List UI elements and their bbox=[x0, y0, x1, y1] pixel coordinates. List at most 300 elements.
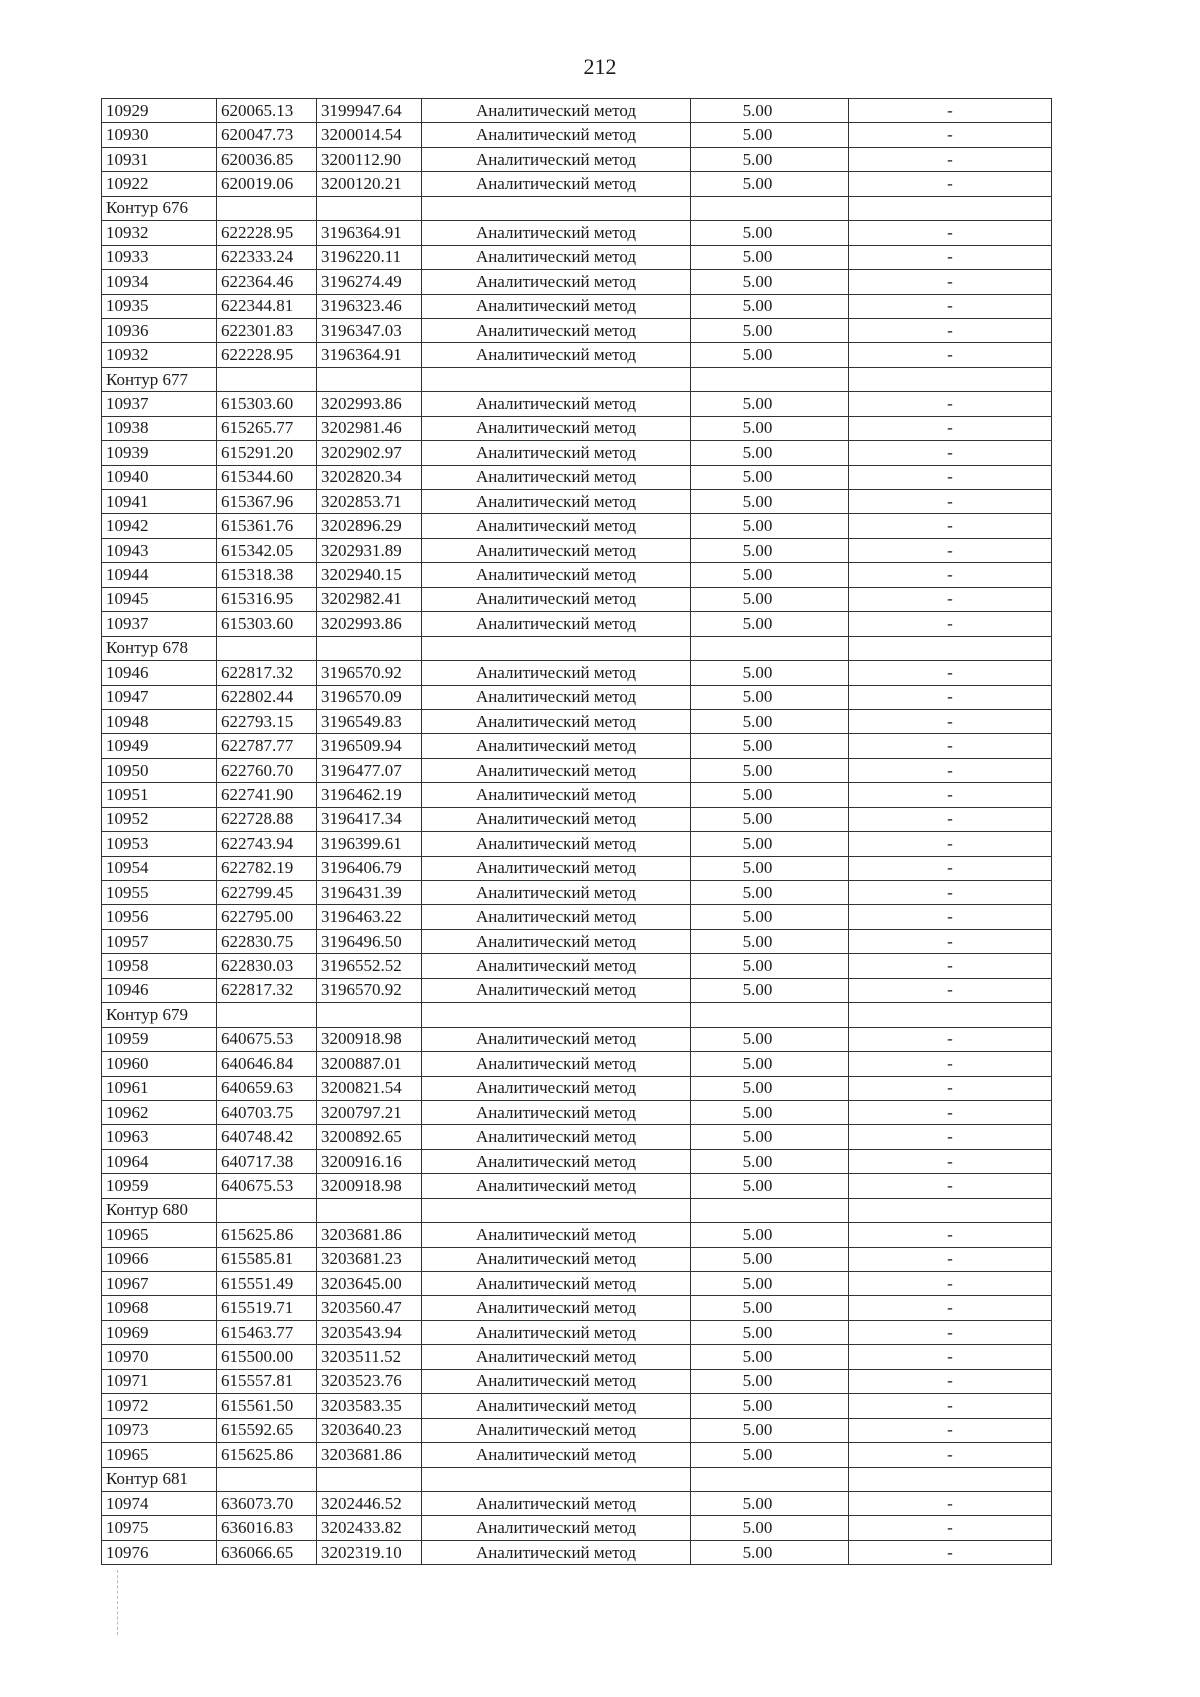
precision-cell: 5.00 bbox=[691, 490, 849, 514]
x-coordinate-cell: 636066.65 bbox=[217, 1540, 317, 1564]
x-coordinate-cell: 622741.90 bbox=[217, 783, 317, 807]
x-coordinate-cell: 622228.95 bbox=[217, 343, 317, 367]
x-coordinate-cell: 640703.75 bbox=[217, 1100, 317, 1124]
precision-cell: 5.00 bbox=[691, 465, 849, 489]
table-row bbox=[102, 587, 1052, 611]
table-row bbox=[102, 1320, 1052, 1344]
dash-cell: - bbox=[849, 1100, 1052, 1124]
precision-cell: 5.00 bbox=[691, 1296, 849, 1320]
point-id-cell: 10936 bbox=[102, 318, 217, 342]
method-cell: Аналитический метод bbox=[422, 1027, 691, 1051]
x-coordinate-cell: 622830.75 bbox=[217, 929, 317, 953]
empty-cell bbox=[217, 196, 317, 220]
point-id-cell: 10946 bbox=[102, 661, 217, 685]
point-id-cell: 10946 bbox=[102, 978, 217, 1002]
point-id-cell: 10932 bbox=[102, 221, 217, 245]
dash-cell: - bbox=[849, 1174, 1052, 1198]
method-cell: Аналитический метод bbox=[422, 734, 691, 758]
empty-cell bbox=[849, 636, 1052, 660]
y-coordinate-cell: 3196347.03 bbox=[317, 318, 422, 342]
precision-cell: 5.00 bbox=[691, 758, 849, 782]
precision-cell: 5.00 bbox=[691, 905, 849, 929]
table-row bbox=[102, 832, 1052, 856]
table-row bbox=[102, 1491, 1052, 1515]
table-row bbox=[102, 465, 1052, 489]
dash-cell: - bbox=[849, 807, 1052, 831]
x-coordinate-cell: 620036.85 bbox=[217, 147, 317, 171]
table-row bbox=[102, 245, 1052, 269]
precision-cell: 5.00 bbox=[691, 392, 849, 416]
y-coordinate-cell: 3196570.92 bbox=[317, 978, 422, 1002]
table-row bbox=[102, 416, 1052, 440]
table-row bbox=[102, 1443, 1052, 1467]
x-coordinate-cell: 622728.88 bbox=[217, 807, 317, 831]
precision-cell: 5.00 bbox=[691, 929, 849, 953]
method-cell: Аналитический метод bbox=[422, 1100, 691, 1124]
dash-cell: - bbox=[849, 783, 1052, 807]
dash-cell: - bbox=[849, 465, 1052, 489]
y-coordinate-cell: 3203583.35 bbox=[317, 1394, 422, 1418]
y-coordinate-cell: 3203543.94 bbox=[317, 1320, 422, 1344]
precision-cell: 5.00 bbox=[691, 1345, 849, 1369]
x-coordinate-cell: 622333.24 bbox=[217, 245, 317, 269]
table-row bbox=[102, 1223, 1052, 1247]
empty-cell bbox=[849, 1003, 1052, 1027]
precision-cell: 5.00 bbox=[691, 416, 849, 440]
x-coordinate-cell: 622301.83 bbox=[217, 318, 317, 342]
y-coordinate-cell: 3200014.54 bbox=[317, 123, 422, 147]
dash-cell: - bbox=[849, 832, 1052, 856]
table-row bbox=[102, 99, 1052, 123]
point-id-cell: 10948 bbox=[102, 709, 217, 733]
table-row bbox=[102, 1174, 1052, 1198]
point-id-cell: 10976 bbox=[102, 1540, 217, 1564]
dash-cell: - bbox=[849, 685, 1052, 709]
precision-cell: 5.00 bbox=[691, 734, 849, 758]
scan-artifact-line bbox=[117, 1570, 119, 1635]
table-row bbox=[102, 978, 1052, 1002]
y-coordinate-cell: 3196274.49 bbox=[317, 270, 422, 294]
point-id-cell: 10971 bbox=[102, 1369, 217, 1393]
y-coordinate-cell: 3196463.22 bbox=[317, 905, 422, 929]
dash-cell: - bbox=[849, 587, 1052, 611]
dash-cell: - bbox=[849, 318, 1052, 342]
coordinates-table bbox=[101, 98, 1052, 1565]
empty-cell bbox=[691, 1467, 849, 1491]
method-cell: Аналитический метод bbox=[422, 318, 691, 342]
x-coordinate-cell: 636016.83 bbox=[217, 1516, 317, 1540]
table-row bbox=[102, 1125, 1052, 1149]
x-coordinate-cell: 640659.63 bbox=[217, 1076, 317, 1100]
y-coordinate-cell: 3200112.90 bbox=[317, 147, 422, 171]
dash-cell: - bbox=[849, 1125, 1052, 1149]
precision-cell: 5.00 bbox=[691, 99, 849, 123]
precision-cell: 5.00 bbox=[691, 1076, 849, 1100]
dash-cell: - bbox=[849, 734, 1052, 758]
x-coordinate-cell: 615342.05 bbox=[217, 538, 317, 562]
method-cell: Аналитический метод bbox=[422, 929, 691, 953]
dash-cell: - bbox=[849, 99, 1052, 123]
table-row bbox=[102, 318, 1052, 342]
y-coordinate-cell: 3202433.82 bbox=[317, 1516, 422, 1540]
point-id-cell: 10953 bbox=[102, 832, 217, 856]
point-id-cell: 10941 bbox=[102, 490, 217, 514]
dash-cell: - bbox=[849, 1443, 1052, 1467]
x-coordinate-cell: 615316.95 bbox=[217, 587, 317, 611]
x-coordinate-cell: 615265.77 bbox=[217, 416, 317, 440]
dash-cell: - bbox=[849, 1223, 1052, 1247]
dash-cell: - bbox=[849, 538, 1052, 562]
y-coordinate-cell: 3200892.65 bbox=[317, 1125, 422, 1149]
y-coordinate-cell: 3203560.47 bbox=[317, 1296, 422, 1320]
y-coordinate-cell: 3200918.98 bbox=[317, 1027, 422, 1051]
point-id-cell: 10969 bbox=[102, 1320, 217, 1344]
table-row bbox=[102, 1540, 1052, 1564]
y-coordinate-cell: 3203640.23 bbox=[317, 1418, 422, 1442]
x-coordinate-cell: 615625.86 bbox=[217, 1443, 317, 1467]
y-coordinate-cell: 3202319.10 bbox=[317, 1540, 422, 1564]
dash-cell: - bbox=[849, 514, 1052, 538]
y-coordinate-cell: 3196570.09 bbox=[317, 685, 422, 709]
empty-cell bbox=[849, 367, 1052, 391]
precision-cell: 5.00 bbox=[691, 441, 849, 465]
method-cell: Аналитический метод bbox=[422, 1369, 691, 1393]
table-row bbox=[102, 734, 1052, 758]
precision-cell: 5.00 bbox=[691, 881, 849, 905]
method-cell: Аналитический метод bbox=[422, 1125, 691, 1149]
x-coordinate-cell: 622817.32 bbox=[217, 978, 317, 1002]
table-row bbox=[102, 1394, 1052, 1418]
y-coordinate-cell: 3196509.94 bbox=[317, 734, 422, 758]
x-coordinate-cell: 615625.86 bbox=[217, 1223, 317, 1247]
empty-cell bbox=[317, 1198, 422, 1222]
empty-cell bbox=[691, 196, 849, 220]
method-cell: Аналитический метод bbox=[422, 661, 691, 685]
precision-cell: 5.00 bbox=[691, 587, 849, 611]
method-cell: Аналитический метод bbox=[422, 856, 691, 880]
y-coordinate-cell: 3203523.76 bbox=[317, 1369, 422, 1393]
y-coordinate-cell: 3200887.01 bbox=[317, 1052, 422, 1076]
precision-cell: 5.00 bbox=[691, 1540, 849, 1564]
point-id-cell: 10954 bbox=[102, 856, 217, 880]
precision-cell: 5.00 bbox=[691, 343, 849, 367]
y-coordinate-cell: 3200918.98 bbox=[317, 1174, 422, 1198]
table-row bbox=[102, 1272, 1052, 1296]
x-coordinate-cell: 615519.71 bbox=[217, 1296, 317, 1320]
dash-cell: - bbox=[849, 1345, 1052, 1369]
dash-cell: - bbox=[849, 978, 1052, 1002]
empty-cell bbox=[422, 367, 691, 391]
contour-header-row bbox=[102, 196, 1052, 220]
y-coordinate-cell: 3202993.86 bbox=[317, 392, 422, 416]
dash-cell: - bbox=[849, 490, 1052, 514]
precision-cell: 5.00 bbox=[691, 318, 849, 342]
table-row bbox=[102, 270, 1052, 294]
dash-cell: - bbox=[849, 270, 1052, 294]
point-id-cell: 10959 bbox=[102, 1027, 217, 1051]
method-cell: Аналитический метод bbox=[422, 1345, 691, 1369]
y-coordinate-cell: 3202940.15 bbox=[317, 563, 422, 587]
x-coordinate-cell: 622743.94 bbox=[217, 832, 317, 856]
table-row bbox=[102, 392, 1052, 416]
precision-cell: 5.00 bbox=[691, 294, 849, 318]
x-coordinate-cell: 615344.60 bbox=[217, 465, 317, 489]
y-coordinate-cell: 3202931.89 bbox=[317, 538, 422, 562]
y-coordinate-cell: 3196552.52 bbox=[317, 954, 422, 978]
precision-cell: 5.00 bbox=[691, 172, 849, 196]
x-coordinate-cell: 615500.00 bbox=[217, 1345, 317, 1369]
dash-cell: - bbox=[849, 1320, 1052, 1344]
empty-cell bbox=[317, 636, 422, 660]
table-row bbox=[102, 490, 1052, 514]
x-coordinate-cell: 615585.81 bbox=[217, 1247, 317, 1271]
precision-cell: 5.00 bbox=[691, 1516, 849, 1540]
empty-cell bbox=[317, 367, 422, 391]
coordinates-table-body bbox=[102, 99, 1052, 1565]
empty-cell bbox=[691, 367, 849, 391]
method-cell: Аналитический метод bbox=[422, 123, 691, 147]
point-id-cell: 10967 bbox=[102, 1272, 217, 1296]
dash-cell: - bbox=[849, 612, 1052, 636]
table-row bbox=[102, 1369, 1052, 1393]
table-row bbox=[102, 1100, 1052, 1124]
dash-cell: - bbox=[849, 1394, 1052, 1418]
table-row bbox=[102, 1345, 1052, 1369]
point-id-cell: 10964 bbox=[102, 1149, 217, 1173]
point-id-cell: 10922 bbox=[102, 172, 217, 196]
point-id-cell: 10935 bbox=[102, 294, 217, 318]
method-cell: Аналитический метод bbox=[422, 1394, 691, 1418]
precision-cell: 5.00 bbox=[691, 147, 849, 171]
dash-cell: - bbox=[849, 1491, 1052, 1515]
x-coordinate-cell: 615557.81 bbox=[217, 1369, 317, 1393]
y-coordinate-cell: 3196417.34 bbox=[317, 807, 422, 831]
table-row bbox=[102, 294, 1052, 318]
empty-cell bbox=[317, 1003, 422, 1027]
x-coordinate-cell: 615318.38 bbox=[217, 563, 317, 587]
x-coordinate-cell: 622795.00 bbox=[217, 905, 317, 929]
contour-label: Контур 677 bbox=[102, 367, 217, 391]
table-row bbox=[102, 856, 1052, 880]
method-cell: Аналитический метод bbox=[422, 1418, 691, 1442]
precision-cell: 5.00 bbox=[691, 514, 849, 538]
method-cell: Аналитический метод bbox=[422, 978, 691, 1002]
dash-cell: - bbox=[849, 1027, 1052, 1051]
dash-cell: - bbox=[849, 954, 1052, 978]
y-coordinate-cell: 3203511.52 bbox=[317, 1345, 422, 1369]
x-coordinate-cell: 622760.70 bbox=[217, 758, 317, 782]
point-id-cell: 10934 bbox=[102, 270, 217, 294]
table-row bbox=[102, 685, 1052, 709]
empty-cell bbox=[317, 196, 422, 220]
table-row bbox=[102, 343, 1052, 367]
precision-cell: 5.00 bbox=[691, 1100, 849, 1124]
dash-cell: - bbox=[849, 1272, 1052, 1296]
point-id-cell: 10963 bbox=[102, 1125, 217, 1149]
method-cell: Аналитический метод bbox=[422, 465, 691, 489]
table-row bbox=[102, 221, 1052, 245]
y-coordinate-cell: 3196462.19 bbox=[317, 783, 422, 807]
x-coordinate-cell: 622782.19 bbox=[217, 856, 317, 880]
table-row bbox=[102, 147, 1052, 171]
precision-cell: 5.00 bbox=[691, 245, 849, 269]
point-id-cell: 10975 bbox=[102, 1516, 217, 1540]
x-coordinate-cell: 615551.49 bbox=[217, 1272, 317, 1296]
dash-cell: - bbox=[849, 1540, 1052, 1564]
point-id-cell: 10937 bbox=[102, 392, 217, 416]
y-coordinate-cell: 3203681.86 bbox=[317, 1223, 422, 1247]
point-id-cell: 10968 bbox=[102, 1296, 217, 1320]
y-coordinate-cell: 3196570.92 bbox=[317, 661, 422, 685]
y-coordinate-cell: 3200120.21 bbox=[317, 172, 422, 196]
contour-header-row bbox=[102, 1003, 1052, 1027]
x-coordinate-cell: 620065.13 bbox=[217, 99, 317, 123]
y-coordinate-cell: 3196477.07 bbox=[317, 758, 422, 782]
point-id-cell: 10937 bbox=[102, 612, 217, 636]
dash-cell: - bbox=[849, 343, 1052, 367]
empty-cell bbox=[217, 367, 317, 391]
precision-cell: 5.00 bbox=[691, 123, 849, 147]
point-id-cell: 10931 bbox=[102, 147, 217, 171]
method-cell: Аналитический метод bbox=[422, 270, 691, 294]
precision-cell: 5.00 bbox=[691, 954, 849, 978]
empty-cell bbox=[849, 1198, 1052, 1222]
y-coordinate-cell: 3196406.79 bbox=[317, 856, 422, 880]
x-coordinate-cell: 640675.53 bbox=[217, 1174, 317, 1198]
x-coordinate-cell: 622830.03 bbox=[217, 954, 317, 978]
method-cell: Аналитический метод bbox=[422, 563, 691, 587]
table-row bbox=[102, 538, 1052, 562]
y-coordinate-cell: 3203645.00 bbox=[317, 1272, 422, 1296]
y-coordinate-cell: 3196220.11 bbox=[317, 245, 422, 269]
method-cell: Аналитический метод bbox=[422, 343, 691, 367]
table-row bbox=[102, 905, 1052, 929]
precision-cell: 5.00 bbox=[691, 1320, 849, 1344]
contour-label: Контур 679 bbox=[102, 1003, 217, 1027]
precision-cell: 5.00 bbox=[691, 612, 849, 636]
method-cell: Аналитический метод bbox=[422, 1320, 691, 1344]
precision-cell: 5.00 bbox=[691, 1125, 849, 1149]
method-cell: Аналитический метод bbox=[422, 294, 691, 318]
point-id-cell: 10949 bbox=[102, 734, 217, 758]
empty-cell bbox=[422, 636, 691, 660]
dash-cell: - bbox=[849, 758, 1052, 782]
method-cell: Аналитический метод bbox=[422, 99, 691, 123]
empty-cell bbox=[217, 1198, 317, 1222]
y-coordinate-cell: 3196431.39 bbox=[317, 881, 422, 905]
method-cell: Аналитический метод bbox=[422, 881, 691, 905]
table-row bbox=[102, 929, 1052, 953]
method-cell: Аналитический метод bbox=[422, 587, 691, 611]
table-row bbox=[102, 709, 1052, 733]
y-coordinate-cell: 3202896.29 bbox=[317, 514, 422, 538]
y-coordinate-cell: 3196364.91 bbox=[317, 343, 422, 367]
dash-cell: - bbox=[849, 147, 1052, 171]
point-id-cell: 10966 bbox=[102, 1247, 217, 1271]
point-id-cell: 10930 bbox=[102, 123, 217, 147]
table-row bbox=[102, 1516, 1052, 1540]
method-cell: Аналитический метод bbox=[422, 1516, 691, 1540]
point-id-cell: 10951 bbox=[102, 783, 217, 807]
dash-cell: - bbox=[849, 881, 1052, 905]
y-coordinate-cell: 3196364.91 bbox=[317, 221, 422, 245]
precision-cell: 5.00 bbox=[691, 1223, 849, 1247]
contour-header-row bbox=[102, 367, 1052, 391]
contour-header-row bbox=[102, 636, 1052, 660]
empty-cell bbox=[422, 1467, 691, 1491]
dash-cell: - bbox=[849, 563, 1052, 587]
table-row bbox=[102, 123, 1052, 147]
y-coordinate-cell: 3200916.16 bbox=[317, 1149, 422, 1173]
method-cell: Аналитический метод bbox=[422, 807, 691, 831]
y-coordinate-cell: 3196549.83 bbox=[317, 709, 422, 733]
precision-cell: 5.00 bbox=[691, 1174, 849, 1198]
point-id-cell: 10959 bbox=[102, 1174, 217, 1198]
point-id-cell: 10952 bbox=[102, 807, 217, 831]
precision-cell: 5.00 bbox=[691, 538, 849, 562]
x-coordinate-cell: 622228.95 bbox=[217, 221, 317, 245]
y-coordinate-cell: 3200821.54 bbox=[317, 1076, 422, 1100]
x-coordinate-cell: 640748.42 bbox=[217, 1125, 317, 1149]
precision-cell: 5.00 bbox=[691, 1027, 849, 1051]
point-id-cell: 10947 bbox=[102, 685, 217, 709]
point-id-cell: 10943 bbox=[102, 538, 217, 562]
table-row bbox=[102, 612, 1052, 636]
x-coordinate-cell: 615291.20 bbox=[217, 441, 317, 465]
point-id-cell: 10929 bbox=[102, 99, 217, 123]
y-coordinate-cell: 3202982.41 bbox=[317, 587, 422, 611]
dash-cell: - bbox=[849, 856, 1052, 880]
contour-label: Контур 678 bbox=[102, 636, 217, 660]
method-cell: Аналитический метод bbox=[422, 1443, 691, 1467]
precision-cell: 5.00 bbox=[691, 1247, 849, 1271]
empty-cell bbox=[849, 1467, 1052, 1491]
point-id-cell: 10961 bbox=[102, 1076, 217, 1100]
method-cell: Аналитический метод bbox=[422, 221, 691, 245]
dash-cell: - bbox=[849, 294, 1052, 318]
method-cell: Аналитический метод bbox=[422, 1174, 691, 1198]
point-id-cell: 10942 bbox=[102, 514, 217, 538]
y-coordinate-cell: 3199947.64 bbox=[317, 99, 422, 123]
table-row bbox=[102, 1052, 1052, 1076]
dash-cell: - bbox=[849, 1296, 1052, 1320]
empty-cell bbox=[217, 1467, 317, 1491]
table-row bbox=[102, 954, 1052, 978]
precision-cell: 5.00 bbox=[691, 807, 849, 831]
contour-label: Контур 681 bbox=[102, 1467, 217, 1491]
point-id-cell: 10972 bbox=[102, 1394, 217, 1418]
point-id-cell: 10940 bbox=[102, 465, 217, 489]
method-cell: Аналитический метод bbox=[422, 147, 691, 171]
dash-cell: - bbox=[849, 661, 1052, 685]
point-id-cell: 10965 bbox=[102, 1223, 217, 1247]
method-cell: Аналитический метод bbox=[422, 441, 691, 465]
method-cell: Аналитический метод bbox=[422, 1247, 691, 1271]
table-row bbox=[102, 881, 1052, 905]
empty-cell bbox=[422, 1198, 691, 1222]
point-id-cell: 10973 bbox=[102, 1418, 217, 1442]
method-cell: Аналитический метод bbox=[422, 1076, 691, 1100]
x-coordinate-cell: 615592.65 bbox=[217, 1418, 317, 1442]
empty-cell bbox=[691, 1003, 849, 1027]
dash-cell: - bbox=[849, 1369, 1052, 1393]
empty-cell bbox=[422, 1003, 691, 1027]
precision-cell: 5.00 bbox=[691, 1052, 849, 1076]
precision-cell: 5.00 bbox=[691, 856, 849, 880]
x-coordinate-cell: 622817.32 bbox=[217, 661, 317, 685]
dash-cell: - bbox=[849, 172, 1052, 196]
table-row bbox=[102, 514, 1052, 538]
